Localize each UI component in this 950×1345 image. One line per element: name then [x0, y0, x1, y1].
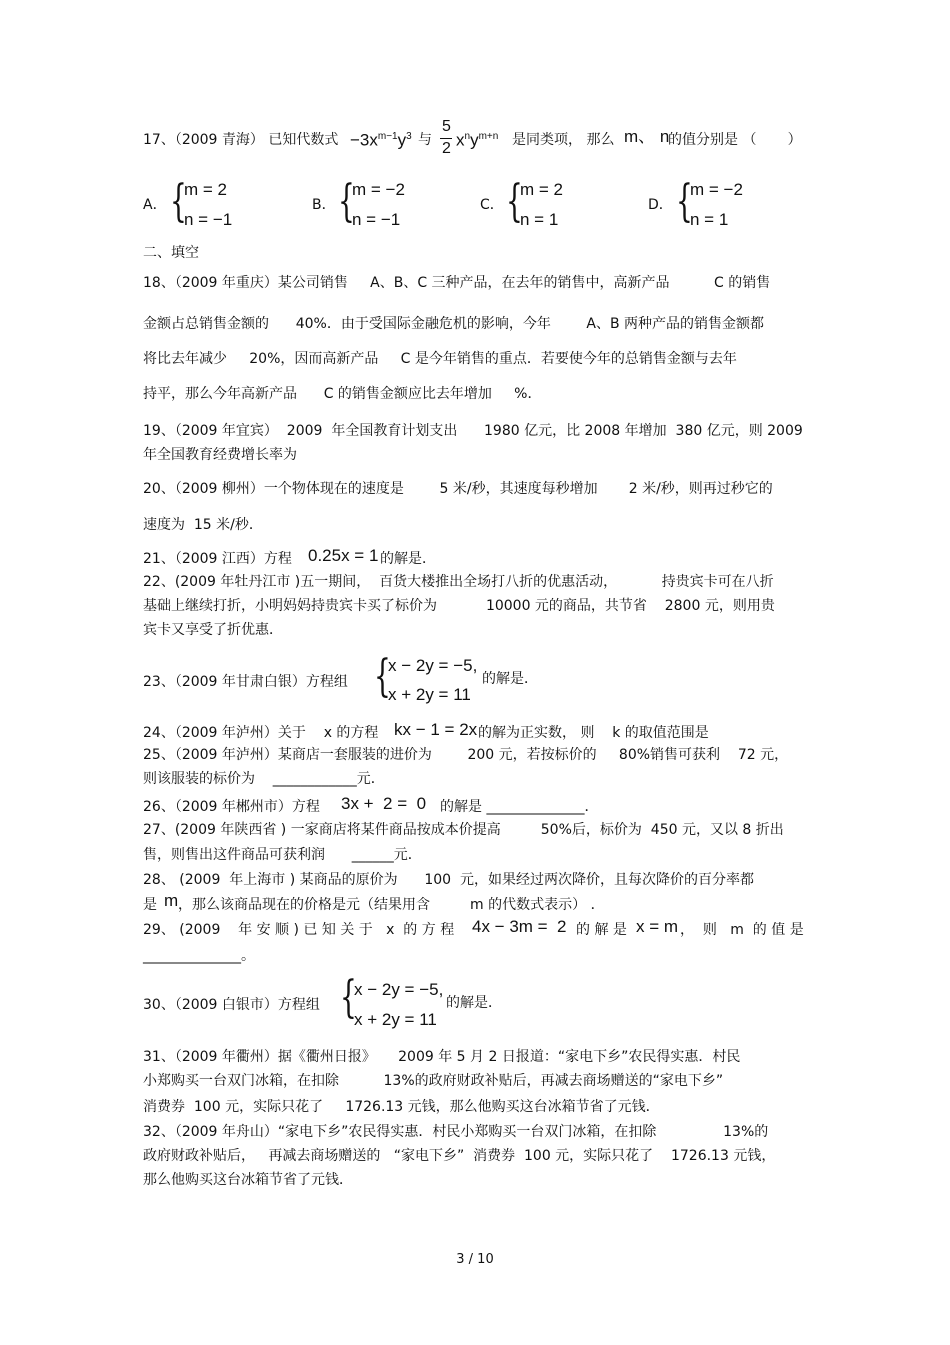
q18-line: 持平，那么今年高新产品 C 的销售金额应比去年增加 %． — [143, 386, 542, 402]
q29-suffix: ， 则 m 的 值 是 — [680, 922, 804, 938]
q31-line: 小郑购买一台双门冰箱，在扣除 13%的政府财政补贴后，再减去商场赠送的“家电下乡” — [143, 1073, 724, 1089]
option-label: A． — [143, 197, 167, 213]
q18-line: 18、（2009 年重庆）某公司销售 A、B、C 三种产品，在去年的销售中，高新产品 C 的销售 — [143, 275, 771, 291]
q17-suffix: 是同类项， 那么 — [512, 132, 615, 148]
q18-line: 金额占总销售金额的 40%．由于受国际金融危机的影响，今年 A、B 两种产品的销售金额都 — [143, 316, 765, 332]
q24-suffix: 的解为正实数， 则 k 的取值范围是 — [478, 725, 709, 741]
q28-line-end: ，那么该商品现在的价格是元（结果用含 m 的代数式表示） ． — [178, 897, 605, 913]
option-label: C． — [480, 197, 504, 213]
q23-eq2: x + 2y = 11 — [388, 685, 471, 704]
q17-mn: m、 n — [624, 127, 670, 146]
brace: { — [676, 176, 693, 227]
option-line1: m = 2 — [520, 180, 563, 199]
q26-prefix: 26、（2009 年郴州市）方程 — [143, 799, 320, 815]
q25-line: 25、（2009 年泸州）某商店一套服装的进价为 200 元，若按标价的 80%销售可获利 72 元， — [143, 747, 789, 763]
q29-prefix: 29、 (2009 年 安 顺 ) 已 知 关 于 x 的 方 程 — [143, 922, 455, 938]
q17-frac-bar — [440, 138, 452, 139]
option-line2: n = 1 — [690, 210, 729, 229]
option-line2: n = −1 — [352, 210, 401, 229]
q24-equation: kx − 1 = 2x — [394, 720, 478, 739]
q17-suffix2: 的值分别是 （ ） — [668, 132, 802, 148]
page-number: 3 / 10 — [456, 1252, 494, 1267]
q20-line: 速度为 15 米/秒． — [143, 517, 263, 533]
q18-line: 将比去年减少 20%，因而高新产品 C 是今年销售的重点．若要使今年的总销售金额与去年 — [143, 351, 737, 367]
q21-suffix: 的解是． — [380, 551, 436, 567]
q19-line: 年全国教育经费增长率为 — [143, 447, 297, 463]
q21-prefix: 21、（2009 江西）方程 — [143, 551, 292, 567]
q26-suffix: 的解是 ______________． — [440, 799, 599, 815]
q17-frac-den: 2 — [442, 140, 451, 157]
q31-line: 消费券 100 元，实际只花了 1726.13 元钱，那么他购买这台冰箱节省了元钱． — [143, 1099, 660, 1115]
option-line1: m = 2 — [184, 180, 227, 199]
option-label: D． — [648, 197, 673, 213]
q19-line: 19、（2009 年宜宾） 2009 年全国教育计划支出 1980 亿元，比 2008 年增加 380 亿元，则 2009 — [143, 423, 803, 439]
q25-line: 则该服装的标价为 ____________元． — [143, 771, 385, 787]
q32-line: 那么他购买这台冰箱节省了元钱． — [143, 1172, 353, 1188]
q29-mid: 的 解 是 — [576, 922, 627, 938]
option-line2: n = −1 — [184, 210, 233, 229]
q22-line: 22、(2009 年牡丹江市 )五一期间， 百货大楼推出全场打八折的优惠活动， 持贵宾卡可在八折 — [143, 574, 774, 590]
q29-equation2: x = m — [636, 917, 679, 936]
q22-line: 宾卡又享受了折优惠． — [143, 622, 283, 638]
q24-prefix: 24、（2009 年泸州）关于 x 的方程 — [143, 725, 379, 741]
option-label: B． — [312, 197, 336, 213]
q32-line: 政府财政补贴后， 再减去商场赠送的 “家电下乡” 消费券 100 元，实际只花了 1726.13 元钱， — [143, 1148, 776, 1164]
section-heading: 二、填空 — [143, 245, 199, 261]
q23-suffix: 的解是． — [482, 671, 538, 687]
q22-line: 基础上继续打折，小明妈妈持贵宾卡买了标价为 10000 元的商品，共节省 2800 元，则用贵 — [143, 598, 775, 614]
q30-eq1: x − 2y = −5, — [354, 980, 444, 999]
q30-prefix: 30、（2009 白银市）方程组 — [143, 997, 320, 1013]
q17-frac-num: 5 — [442, 118, 451, 135]
q28-line-start: 是 — [143, 897, 162, 913]
q30-suffix: 的解是． — [446, 995, 502, 1011]
q20-line: 20、（2009 柳州）一个物体现在的速度是 5 米/秒，其速度每秒增加 2 米/秒，则再过秒它的 — [143, 481, 773, 497]
q23-eq1: x − 2y = −5, — [388, 656, 478, 675]
brace: { — [374, 651, 391, 702]
brace: { — [340, 972, 357, 1023]
q30-eq2: x + 2y = 11 — [354, 1010, 437, 1029]
option-line2: n = 1 — [520, 210, 559, 229]
q21-equation: 0.25x = 1 — [308, 546, 379, 565]
brace: { — [170, 176, 187, 227]
q27-line: 27、(2009 年陕西省 ) 一家商店将某件商品按成本价提高 50%后，标价为 450 元，又以 8 折出 — [143, 822, 784, 838]
option-line1: m = −2 — [690, 180, 743, 199]
brace: { — [338, 176, 355, 227]
q17-prefix: 17、（2009 青海） 已知代数式 — [143, 132, 339, 148]
q29-equation: 4x − 3m = 2 — [472, 917, 567, 936]
q31-line: 31、（2009 年衢州）据《衢州日报》 2009 年 5 月 2 日报道：“家电下乡”农民得实惠．村民 — [143, 1049, 741, 1065]
q28-variable: m — [164, 891, 179, 910]
q23-prefix: 23、（2009 年甘肃白银）方程组 — [143, 674, 348, 690]
q17-yu: 与 — [418, 132, 432, 148]
q27-line: 售，则售出这件商品可获利润 ______元． — [143, 847, 422, 863]
q29-blank: ______________。 — [143, 948, 255, 964]
q28-line: 28、 (2009 年上海市 ) 某商品的原价为 100 元，如果经过两次降价，且每次降价的百分率都 — [143, 872, 754, 888]
q32-line: 32、（2009 年舟山）“家电下乡”农民得实惠．村民小郑购买一台双门冰箱，在扣除 13%的 — [143, 1124, 769, 1140]
q17-expr1: $-3x^{m-1}y^3$ — [350, 130, 412, 150]
q26-equation: 3x + 2 = 0 — [341, 794, 427, 813]
option-line1: m = −2 — [352, 180, 405, 199]
brace: { — [506, 176, 523, 227]
q17-expr2: $x^ny^{m+n}$ — [456, 130, 499, 150]
